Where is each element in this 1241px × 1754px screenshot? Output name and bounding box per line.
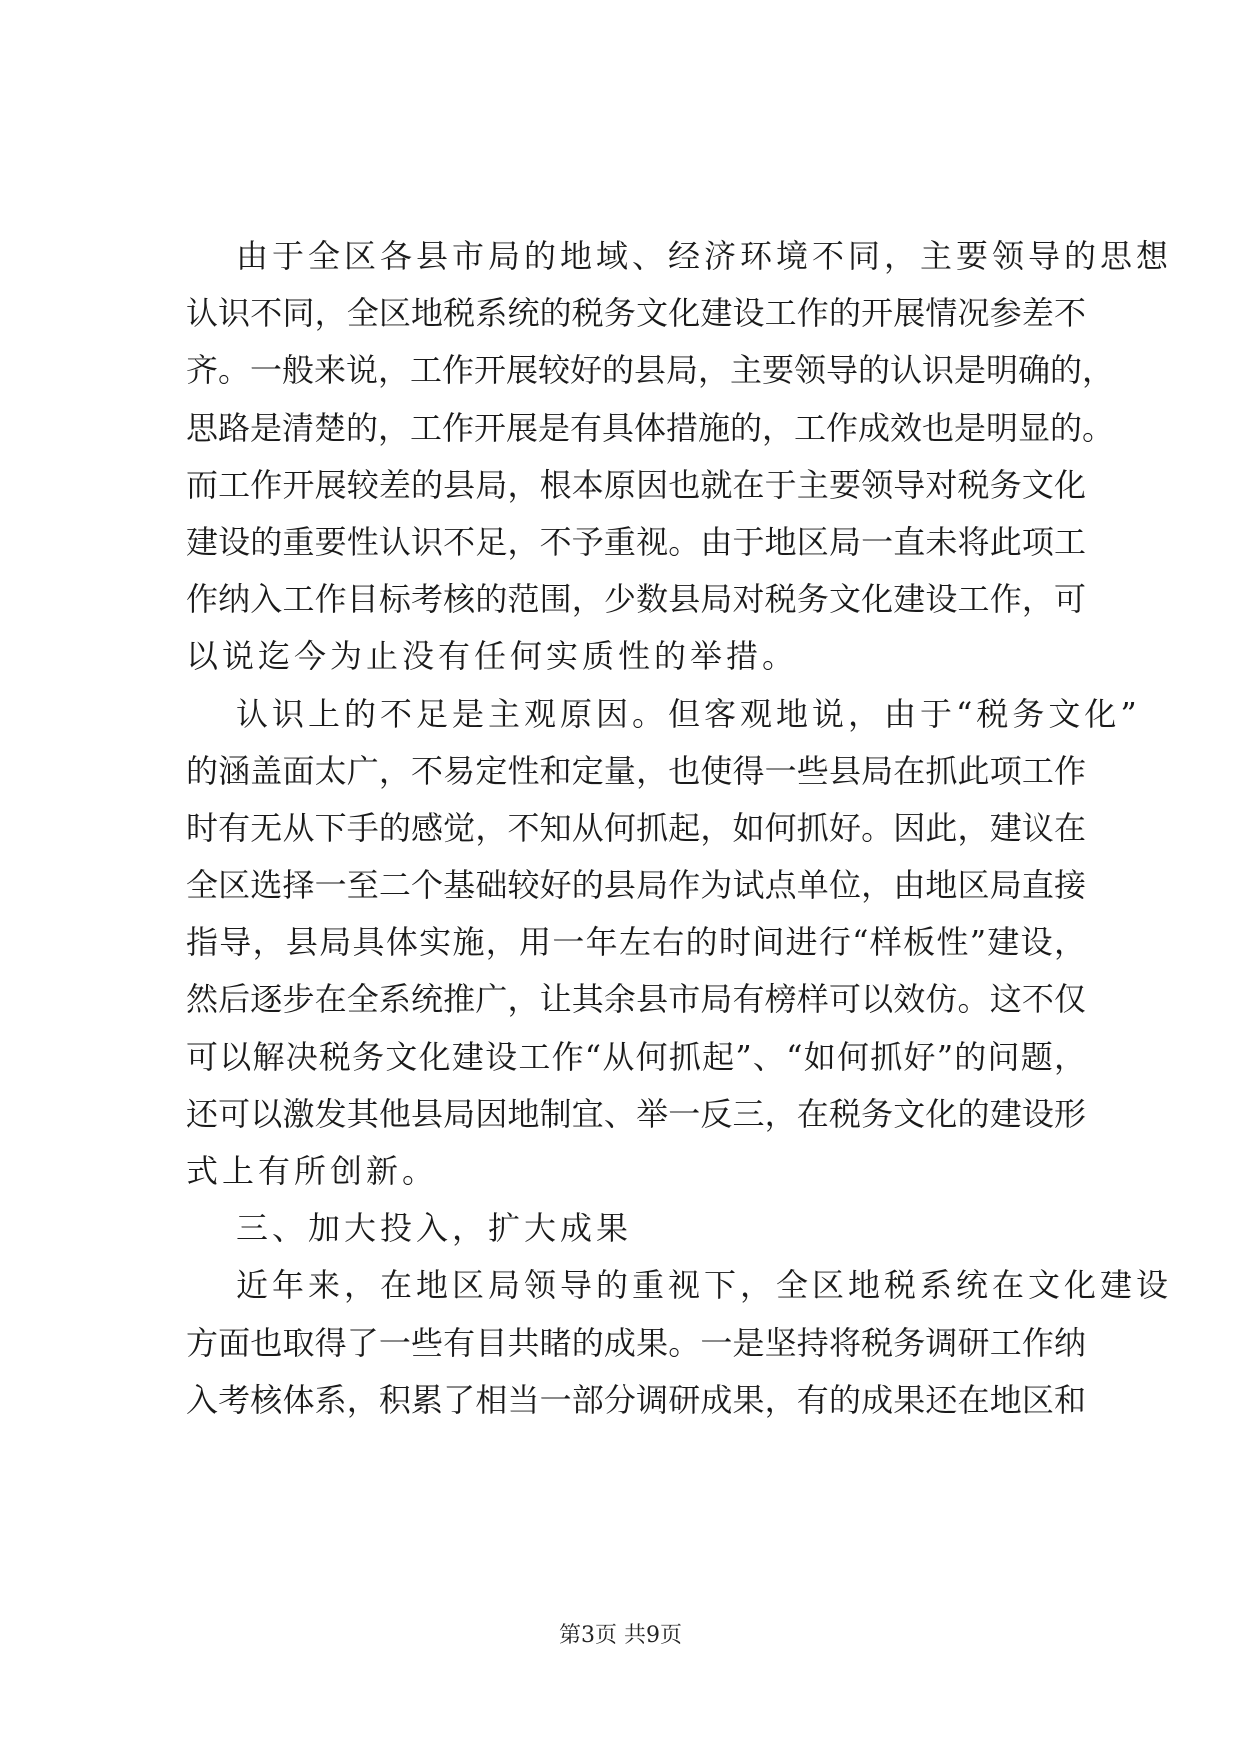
section-heading: 三、加大投入，扩大成果 [236, 1209, 633, 1248]
text-line: 可以解决税务文化建设工作“从何抓起”、“如何抓好”的问题， [186, 1037, 1086, 1076]
text-line: 齐。一般来说，工作开展较好的县局，主要领导的认识是明确的， [186, 351, 1115, 390]
text-line: 入考核体系，积累了相当一部分调研成果，有的成果还在地区和 [186, 1380, 1086, 1419]
text-line: 方面也取得了一些有目共睹的成果。一是坚持将税务调研工作纳 [186, 1323, 1086, 1362]
text-line: 时有无从下手的感觉，不知从何抓起，如何抓好。因此，建议在 [186, 808, 1086, 847]
text-line: 认识不同，全区地税系统的税务文化建设工作的开展情况参差不 [186, 294, 1086, 333]
text-line: 作纳入工作目标考核的范围，少数县局对税务文化建设工作，可 [186, 580, 1086, 619]
text-line: 近年来，在地区局领导的重视下，全区地税系统在文化建设 [236, 1266, 1173, 1305]
text-line: 而工作开展较差的县局，根本原因也就在于主要领导对税务文化 [186, 465, 1086, 504]
text-line: 的涵盖面太广，不易定性和定量，也使得一些县局在抓此项工作 [186, 751, 1086, 790]
text-line: 然后逐步在全系统推广，让其余县市局有榜样可以效仿。这不仅 [186, 980, 1086, 1019]
text-line: 以说迄今为止没有任何实质性的举措。 [186, 637, 799, 676]
page-footer: 第3页 共9页 [559, 1623, 682, 1648]
text-line: 指导，县局具体实施，用一年左右的时间进行“样板性”建设， [186, 923, 1086, 962]
text-line: 由于全区各县市局的地域、经济环境不同，主要领导的思想 [236, 237, 1173, 275]
text-line: 思路是清楚的，工作开展是有具体措施的，工作成效也是明显的。 [186, 408, 1115, 447]
text-line: 全区选择一至二个基础较好的县局作为试点单位，由地区局直接 [186, 866, 1086, 905]
text-line: 还可以激发其他县局因地制宜、举一反三，在税务文化的建设形 [186, 1094, 1086, 1133]
text-line: 建设的重要性认识不足，不予重视。由于地区局一直未将此项工 [186, 522, 1086, 561]
text-line: 式上有所创新。 [186, 1152, 439, 1190]
document-body [186, 228, 1173, 1429]
text-line: 认识上的不足是主观原因。但客观地说，由于“税务文化” [236, 694, 1141, 733]
